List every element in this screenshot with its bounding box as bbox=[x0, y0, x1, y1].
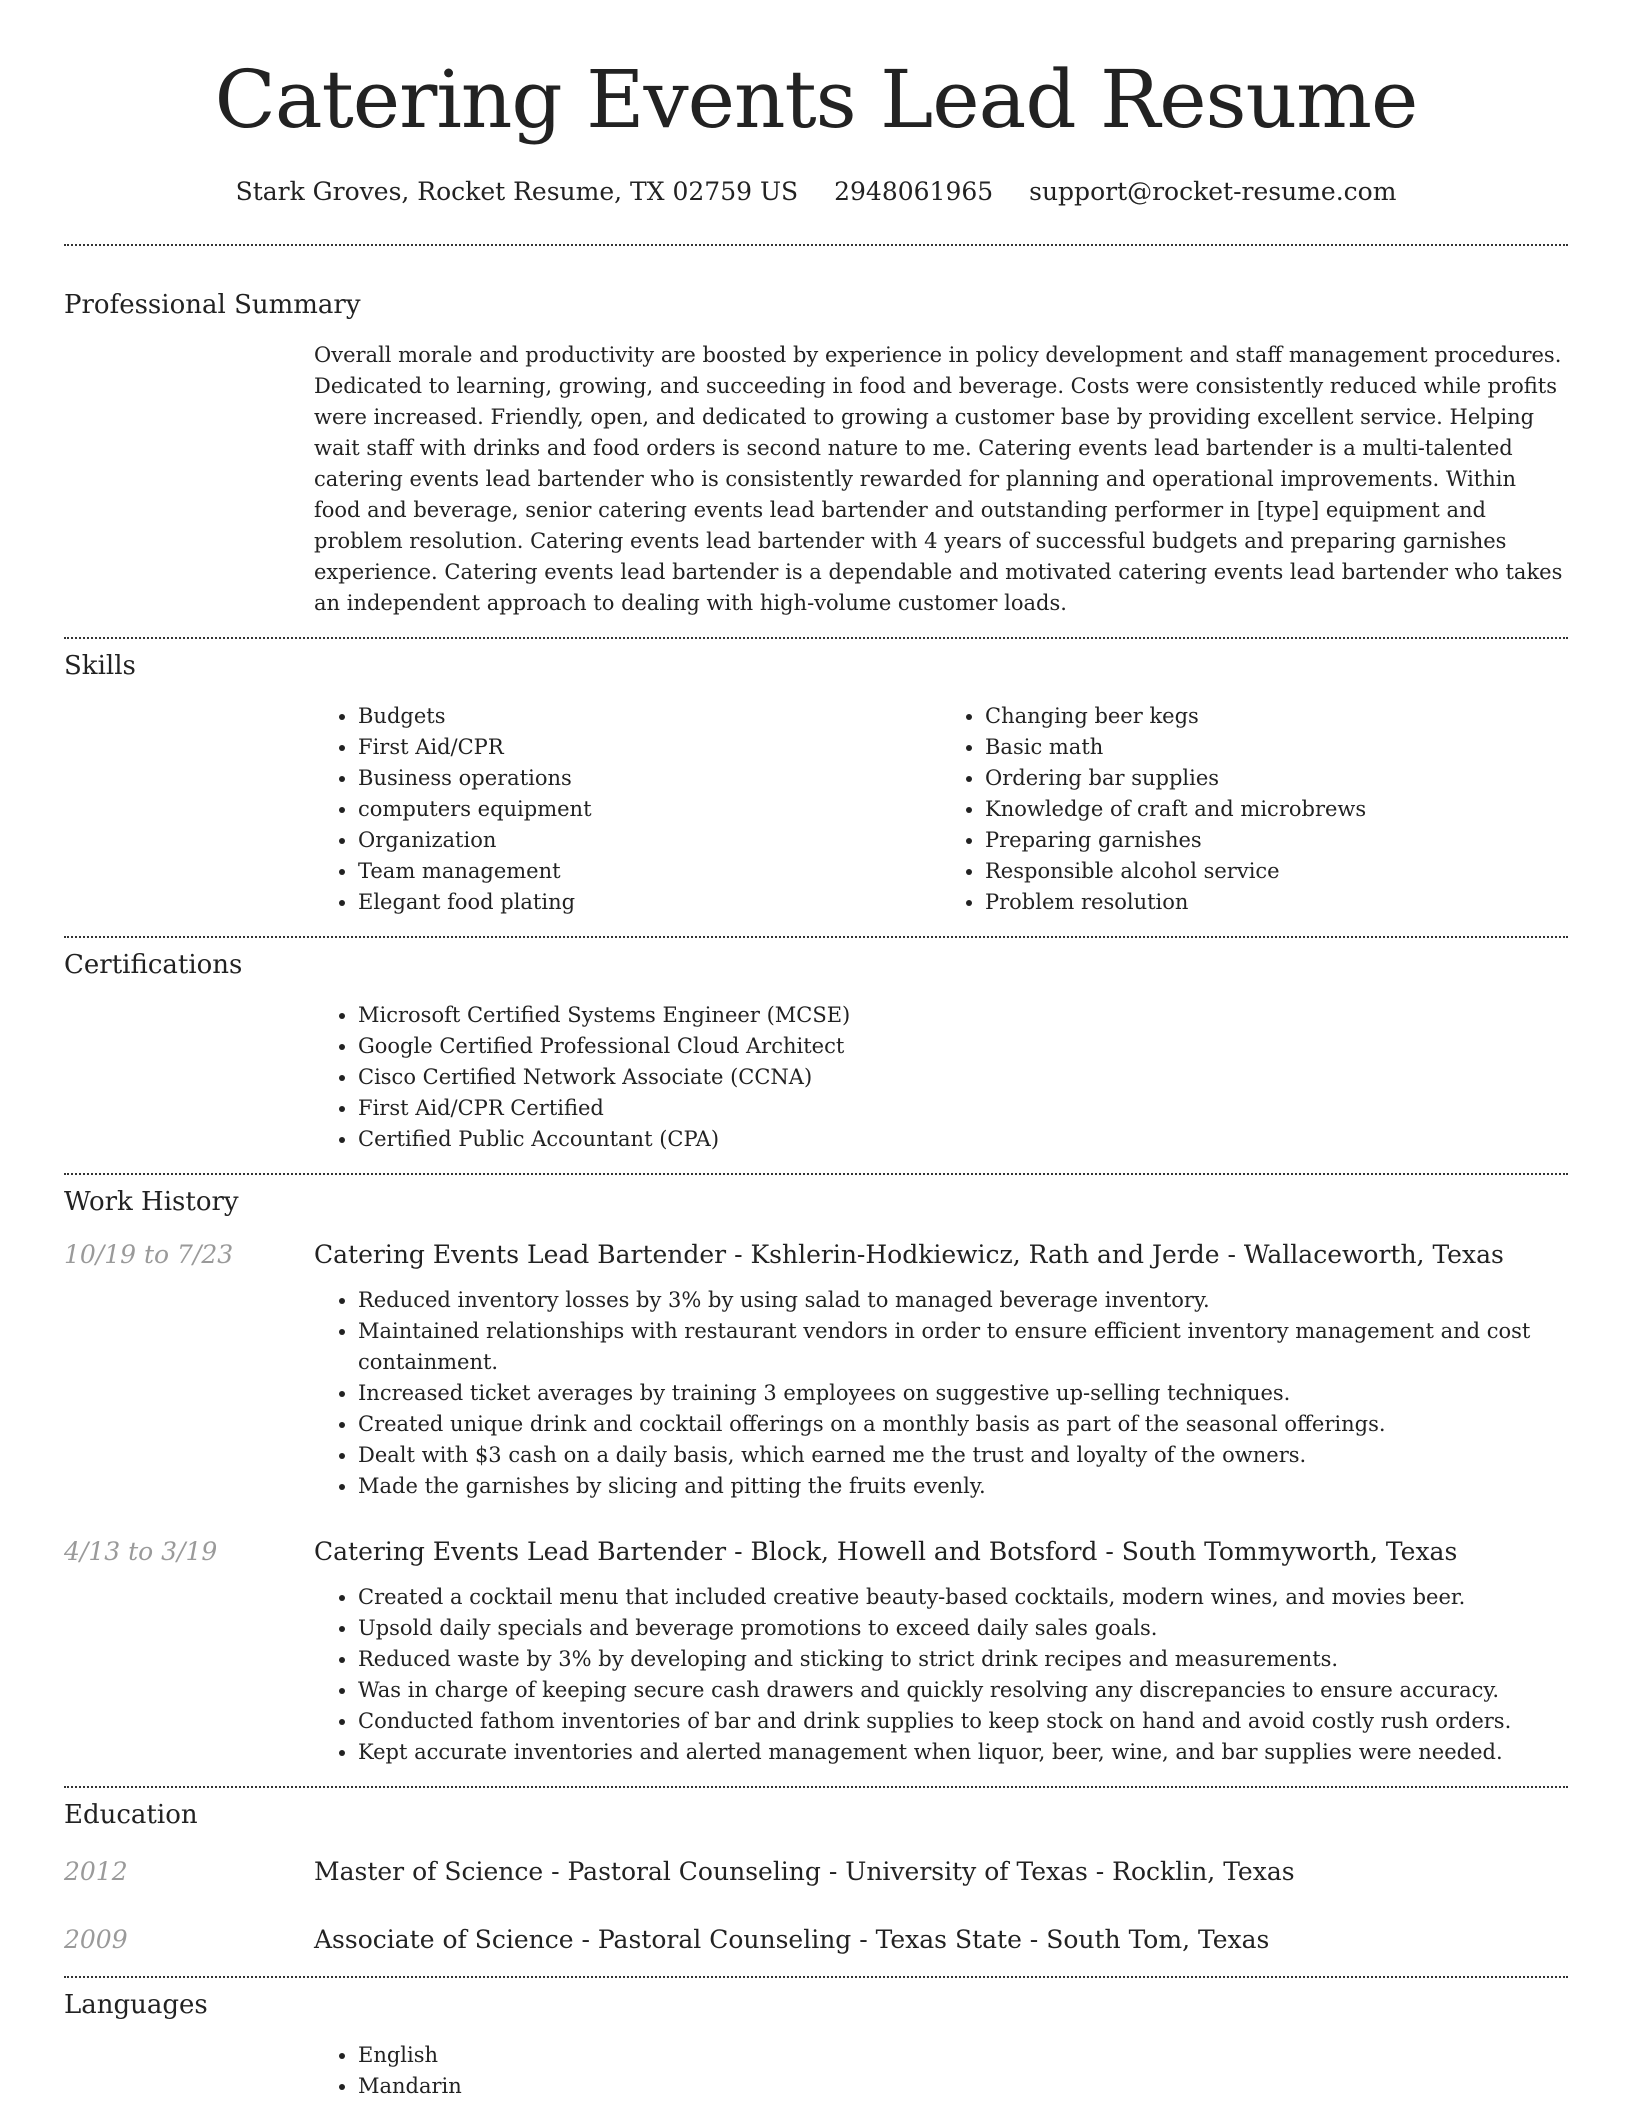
job-bullet: • Maintained relationships with restaurant vendors in order to ensure efficient inventory management and cost containment. bbox=[358, 1316, 1568, 1378]
section-divider bbox=[64, 1173, 1568, 1175]
skill-item: • Business operations bbox=[358, 763, 941, 794]
job-date: 4/13 to 3/19 bbox=[64, 1537, 218, 1566]
skill-item: • Organization bbox=[358, 825, 941, 856]
job-bullet: • Conducted fathom inventories of bar and drink supplies to keep stock on hand and avoid costly rush orders. bbox=[358, 1706, 1568, 1737]
job-bullets bbox=[314, 1285, 1568, 1502]
skill-item: • Responsible alcohol service bbox=[985, 856, 1568, 887]
section-divider bbox=[64, 1786, 1568, 1788]
job-bullet: • Reduced inventory losses by 3% by using salad to managed beverage inventory. bbox=[358, 1285, 1568, 1316]
contact-email: support@rocket-resume.com bbox=[1029, 177, 1397, 206]
education-entry bbox=[64, 1854, 1568, 1890]
skill-item: • Knowledge of craft and microbrews bbox=[985, 794, 1568, 825]
education-date: 2009 bbox=[64, 1925, 128, 1954]
certifications-body bbox=[314, 1000, 1568, 1155]
job-bullet: • Kept accurate inventories and alerted management when liquor, beer, wine, and bar supplies were needed. bbox=[358, 1737, 1568, 1768]
skill-item: • Changing beer kegs bbox=[985, 701, 1568, 732]
job-title: Catering Events Lead Bartender - Block, Howell and Botsford - South Tommyworth, Texas bbox=[314, 1537, 1458, 1566]
language-item: • Mandarin bbox=[358, 2071, 1568, 2102]
job-bullet: • Increased ticket averages by training 3 employees on suggestive up-selling techniques. bbox=[358, 1378, 1568, 1409]
education-title: Master of Science - Pastoral Counseling - University of Texas - Rocklin, Texas bbox=[314, 1857, 1295, 1886]
job-bullet: • Reduced waste by 3% by developing and sticking to strict drink recipes and measurements. bbox=[358, 1644, 1568, 1675]
summary-text: Overall morale and productivity are boosted by experience in policy development and staff management procedures. Dedicated to learning, growing, and succeeding in food and beverage. Costs were consistently reduced while profits were increased. Friendly, open, and dedicated to growing a customer base by providing excellent service. Helping wait staff with drinks and food orders is second nature to me. Catering events lead bartender is a multi-talented catering events lead bartender who is consistently rewarded for planning and operational improvements. Within food and beverage, senior catering events lead bartender and outstanding performer in [type] equipment and problem resolution. Catering events lead bartender with 4 years of successful budgets and preparing garnishes experience. Catering events lead bartender is a dependable and motivated catering events lead bartender who takes an independent approach to dealing with high-volume customer loads. bbox=[314, 343, 1563, 615]
languages-heading: Languages bbox=[64, 1990, 208, 2020]
education-section bbox=[64, 1798, 1568, 1958]
skills-list-left bbox=[314, 701, 941, 918]
skill-item: • Team management bbox=[358, 856, 941, 887]
skill-item: • computers equipment bbox=[358, 794, 941, 825]
job-details bbox=[314, 1285, 1568, 1502]
summary-section bbox=[64, 288, 1568, 619]
skills-grid bbox=[314, 701, 1568, 918]
language-item: • English bbox=[358, 2040, 1568, 2071]
section-divider bbox=[64, 1976, 1568, 1978]
education-title: Associate of Science - Pastoral Counseling - Texas State - South Tom, Texas bbox=[314, 1925, 1270, 1954]
certifications-list bbox=[314, 1000, 1568, 1155]
certifications-heading: Certifications bbox=[64, 950, 243, 980]
work-section bbox=[64, 1185, 1568, 1768]
education-date: 2012 bbox=[64, 1857, 128, 1886]
job-title: Catering Events Lead Bartender - Kshlerin-Hodkiewicz, Rath and Jerde - Wallaceworth, Texas bbox=[314, 1240, 1504, 1269]
summary-heading: Professional Summary bbox=[64, 290, 361, 320]
resume-title: Catering Events Lead Resume bbox=[214, 53, 1418, 146]
work-heading: Work History bbox=[64, 1187, 239, 1217]
education-entry bbox=[64, 1922, 1568, 1958]
languages-list bbox=[314, 2040, 1568, 2102]
certifications-section bbox=[64, 948, 1568, 1155]
job-bullet: • Created unique drink and cocktail offerings on a monthly basis as part of the seasonal offerings. bbox=[358, 1409, 1568, 1440]
languages-body bbox=[314, 2040, 1568, 2102]
section-divider bbox=[64, 244, 1568, 246]
section-divider bbox=[64, 936, 1568, 938]
job-bullet: • Upsold daily specials and beverage promotions to exceed daily sales goals. bbox=[358, 1613, 1568, 1644]
job-bullet: • Created a cocktail menu that included creative beauty-based cocktails, modern wines, and movies beer. bbox=[358, 1582, 1568, 1613]
contact-phone: 2948061965 bbox=[834, 177, 994, 206]
skills-section bbox=[64, 649, 1568, 918]
certification-item: • Google Certified Professional Cloud Architect bbox=[358, 1031, 1568, 1062]
job-details bbox=[314, 1582, 1568, 1768]
job-entry bbox=[64, 1237, 1568, 1502]
job-entry bbox=[64, 1534, 1568, 1768]
job-bullet: • Dealt with $3 cash on a daily basis, which earned me the trust and loyalty of the owners. bbox=[358, 1440, 1568, 1471]
certification-item: • Certified Public Accountant (CPA) bbox=[358, 1124, 1568, 1155]
job-header bbox=[64, 1237, 1568, 1273]
job-bullet: • Was in charge of keeping secure cash drawers and quickly resolving any discrepancies to ensure accuracy. bbox=[358, 1675, 1568, 1706]
job-bullet: • Made the garnishes by slicing and pitting the fruits evenly. bbox=[358, 1471, 1568, 1502]
skill-item: • First Aid/CPR bbox=[358, 732, 941, 763]
skill-item: • Basic math bbox=[985, 732, 1568, 763]
contact-line bbox=[64, 176, 1568, 208]
skill-item: • Preparing garnishes bbox=[985, 825, 1568, 856]
job-bullets bbox=[314, 1582, 1568, 1768]
education-heading: Education bbox=[64, 1800, 198, 1830]
contact-address: Stark Groves, Rocket Resume, TX 02759 US bbox=[235, 177, 799, 206]
certification-item: • First Aid/CPR Certified bbox=[358, 1093, 1568, 1124]
skills-list-right bbox=[941, 701, 1568, 918]
skills-heading: Skills bbox=[64, 651, 136, 681]
skill-item: • Budgets bbox=[358, 701, 941, 732]
job-date: 10/19 to 7/23 bbox=[64, 1240, 234, 1269]
section-divider bbox=[64, 637, 1568, 639]
skill-item: • Elegant food plating bbox=[358, 887, 941, 918]
languages-section bbox=[64, 1988, 1568, 2102]
job-header bbox=[64, 1534, 1568, 1570]
certification-item: • Microsoft Certified Systems Engineer (MCSE) bbox=[358, 1000, 1568, 1031]
skill-item: • Ordering bar supplies bbox=[985, 763, 1568, 794]
skill-item: • Problem resolution bbox=[985, 887, 1568, 918]
certification-item: • Cisco Certified Network Associate (CCNA) bbox=[358, 1062, 1568, 1093]
